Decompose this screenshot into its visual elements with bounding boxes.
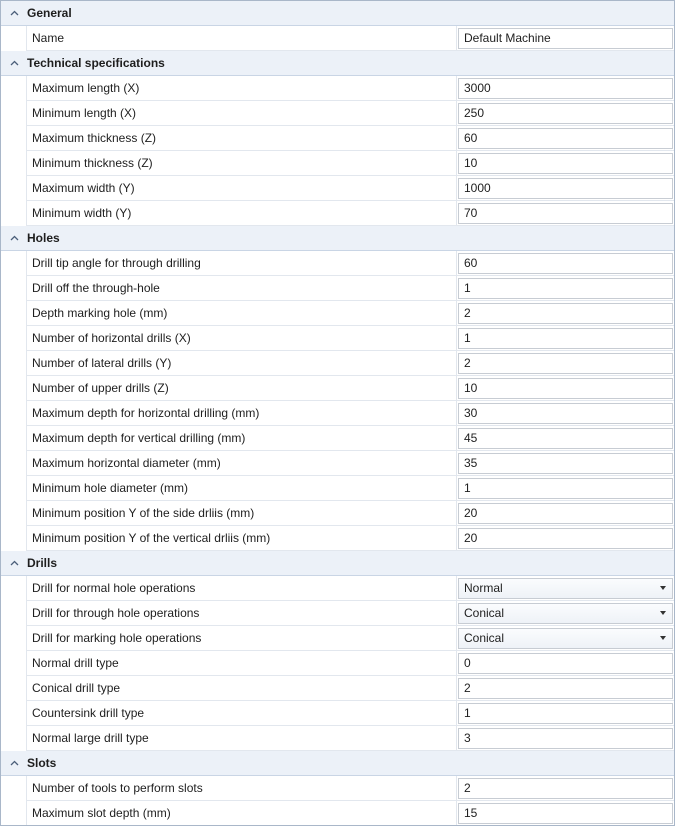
property-row[interactable] [26, 501, 674, 526]
property-value-cell [457, 676, 674, 700]
property-value-input[interactable]: 2 [458, 678, 673, 699]
property-label: Conical drill type [26, 676, 457, 700]
property-value-cell [457, 301, 674, 325]
property-row[interactable] [26, 676, 674, 701]
property-row[interactable] [26, 601, 674, 626]
property-value-input[interactable]: 60 [458, 253, 673, 274]
property-row[interactable] [26, 176, 674, 201]
property-value-input[interactable]: 1000 [458, 178, 673, 199]
property-value-cell [457, 626, 674, 650]
category-header-slots[interactable] [1, 751, 674, 776]
property-value-dropdown[interactable] [458, 628, 673, 649]
property-value-cell [457, 251, 674, 275]
property-value-input[interactable]: 70 [458, 203, 673, 224]
property-label: Number of horizontal drills (X) [26, 326, 457, 350]
property-row[interactable] [26, 26, 674, 51]
property-value-cell [457, 351, 674, 375]
category-title: General [27, 6, 72, 20]
property-value-cell [457, 201, 674, 225]
property-row[interactable] [26, 201, 674, 226]
property-value-input[interactable]: 45 [458, 428, 673, 449]
property-label: Minimum position Y of the vertical drliis (mm) [26, 526, 457, 550]
dropdown-selected-value: Normal [464, 581, 503, 595]
property-label: Minimum width (Y) [26, 201, 457, 225]
property-value-input[interactable]: 2 [458, 353, 673, 374]
property-value-input[interactable]: 3000 [458, 78, 673, 99]
category-title: Drills [27, 556, 58, 570]
property-value-input[interactable]: Default Machine [458, 28, 673, 49]
chevron-up-icon[interactable] [1, 560, 27, 566]
property-row[interactable] [26, 351, 674, 376]
property-label: Normal drill type [26, 651, 457, 675]
property-value-input[interactable]: 2 [458, 778, 673, 799]
property-row[interactable] [26, 726, 674, 751]
property-value-cell [457, 801, 674, 825]
category-title: Technical specifications [27, 56, 165, 70]
property-value-cell [457, 101, 674, 125]
property-label: Drill for marking hole operations [26, 626, 457, 650]
property-value-cell [457, 701, 674, 725]
property-row[interactable] [26, 76, 674, 101]
dropdown-selected-value: Conical [464, 631, 505, 645]
property-label: Depth marking hole (mm) [26, 301, 457, 325]
category-header-drills[interactable] [1, 551, 674, 576]
dropdown-arrow-icon[interactable] [660, 636, 666, 640]
property-label: Drill for through hole operations [26, 601, 457, 625]
property-row[interactable] [26, 526, 674, 551]
property-value-cell [457, 526, 674, 550]
property-value-cell [457, 601, 674, 625]
chevron-up-icon[interactable] [1, 760, 27, 766]
property-row[interactable] [26, 451, 674, 476]
property-row[interactable] [26, 626, 674, 651]
property-row[interactable] [26, 326, 674, 351]
property-row[interactable] [26, 301, 674, 326]
property-value-input[interactable]: 3 [458, 728, 673, 749]
property-row[interactable] [26, 776, 674, 801]
property-row[interactable] [26, 701, 674, 726]
property-label: Drill off the through-hole [26, 276, 457, 300]
property-value-input[interactable]: 1 [458, 278, 673, 299]
property-label: Minimum position Y of the side drliis (mm) [26, 501, 457, 525]
property-value-cell [457, 776, 674, 800]
property-value-cell [457, 276, 674, 300]
property-row[interactable] [26, 251, 674, 276]
property-value-input[interactable]: 35 [458, 453, 673, 474]
dropdown-arrow-icon[interactable] [660, 586, 666, 590]
property-label: Normal large drill type [26, 726, 457, 750]
property-value-input[interactable]: 1 [458, 478, 673, 499]
property-value-cell [457, 501, 674, 525]
dropdown-arrow-icon[interactable] [660, 611, 666, 615]
category-header-holes[interactable] [1, 226, 674, 251]
property-row[interactable] [26, 651, 674, 676]
property-value-cell [457, 176, 674, 200]
property-row[interactable] [26, 376, 674, 401]
property-value-input[interactable]: 20 [458, 503, 673, 524]
property-value-input[interactable]: 1 [458, 328, 673, 349]
property-value-cell [457, 726, 674, 750]
property-label: Number of upper drills (Z) [26, 376, 457, 400]
property-value-input[interactable]: 0 [458, 653, 673, 674]
property-label: Name [26, 26, 457, 50]
property-label: Drill tip angle for through drilling [26, 251, 457, 275]
property-row[interactable] [26, 801, 674, 826]
property-label: Minimum length (X) [26, 101, 457, 125]
property-row[interactable] [26, 401, 674, 426]
property-value-cell [457, 76, 674, 100]
property-label: Minimum thickness (Z) [26, 151, 457, 175]
property-value-cell [457, 376, 674, 400]
chevron-up-icon[interactable] [1, 10, 27, 16]
property-value-cell [457, 26, 674, 50]
property-value-input[interactable]: 60 [458, 128, 673, 149]
property-label: Number of tools to perform slots [26, 776, 457, 800]
property-label: Maximum depth for horizontal drilling (mm) [26, 401, 457, 425]
property-label: Maximum thickness (Z) [26, 126, 457, 150]
property-row[interactable] [26, 151, 674, 176]
category-header-general[interactable] [1, 1, 674, 26]
property-value-input[interactable]: 20 [458, 528, 673, 549]
property-label: Maximum depth for vertical drilling (mm) [26, 426, 457, 450]
chevron-up-icon[interactable] [1, 235, 27, 241]
property-value-cell [457, 401, 674, 425]
property-value-dropdown[interactable] [458, 603, 673, 624]
property-value-dropdown[interactable] [458, 578, 673, 599]
property-row[interactable] [26, 126, 674, 151]
property-value-input[interactable]: 2 [458, 303, 673, 324]
property-value-cell [457, 651, 674, 675]
property-value-cell [457, 476, 674, 500]
property-row[interactable] [26, 576, 674, 601]
property-label: Maximum width (Y) [26, 176, 457, 200]
category-title: Holes [27, 231, 60, 245]
property-value-input[interactable]: 10 [458, 378, 673, 399]
property-value-cell [457, 126, 674, 150]
property-label: Maximum slot depth (mm) [26, 801, 457, 825]
property-label: Minimum hole diameter (mm) [26, 476, 457, 500]
property-row[interactable] [26, 426, 674, 451]
property-label: Maximum horizontal diameter (mm) [26, 451, 457, 475]
property-value-input[interactable]: 1 [458, 703, 673, 724]
category-title: Slots [27, 756, 57, 770]
property-label: Maximum length (X) [26, 76, 457, 100]
property-label: Drill for normal hole operations [26, 576, 457, 600]
property-value-input[interactable]: 250 [458, 103, 673, 124]
property-value-input[interactable]: 10 [458, 153, 673, 174]
dropdown-selected-value: Conical [464, 606, 505, 620]
property-value-input[interactable]: 15 [458, 803, 673, 824]
property-value-cell [457, 426, 674, 450]
category-header-technical[interactable] [1, 51, 674, 76]
property-row[interactable] [26, 276, 674, 301]
property-value-input[interactable]: 30 [458, 403, 673, 424]
property-label: Number of lateral drills (Y) [26, 351, 457, 375]
property-value-cell [457, 576, 674, 600]
property-value-cell [457, 451, 674, 475]
property-row[interactable] [26, 476, 674, 501]
property-value-cell [457, 151, 674, 175]
property-label: Countersink drill type [26, 701, 457, 725]
property-row[interactable] [26, 101, 674, 126]
property-value-cell [457, 326, 674, 350]
chevron-up-icon[interactable] [1, 60, 27, 66]
